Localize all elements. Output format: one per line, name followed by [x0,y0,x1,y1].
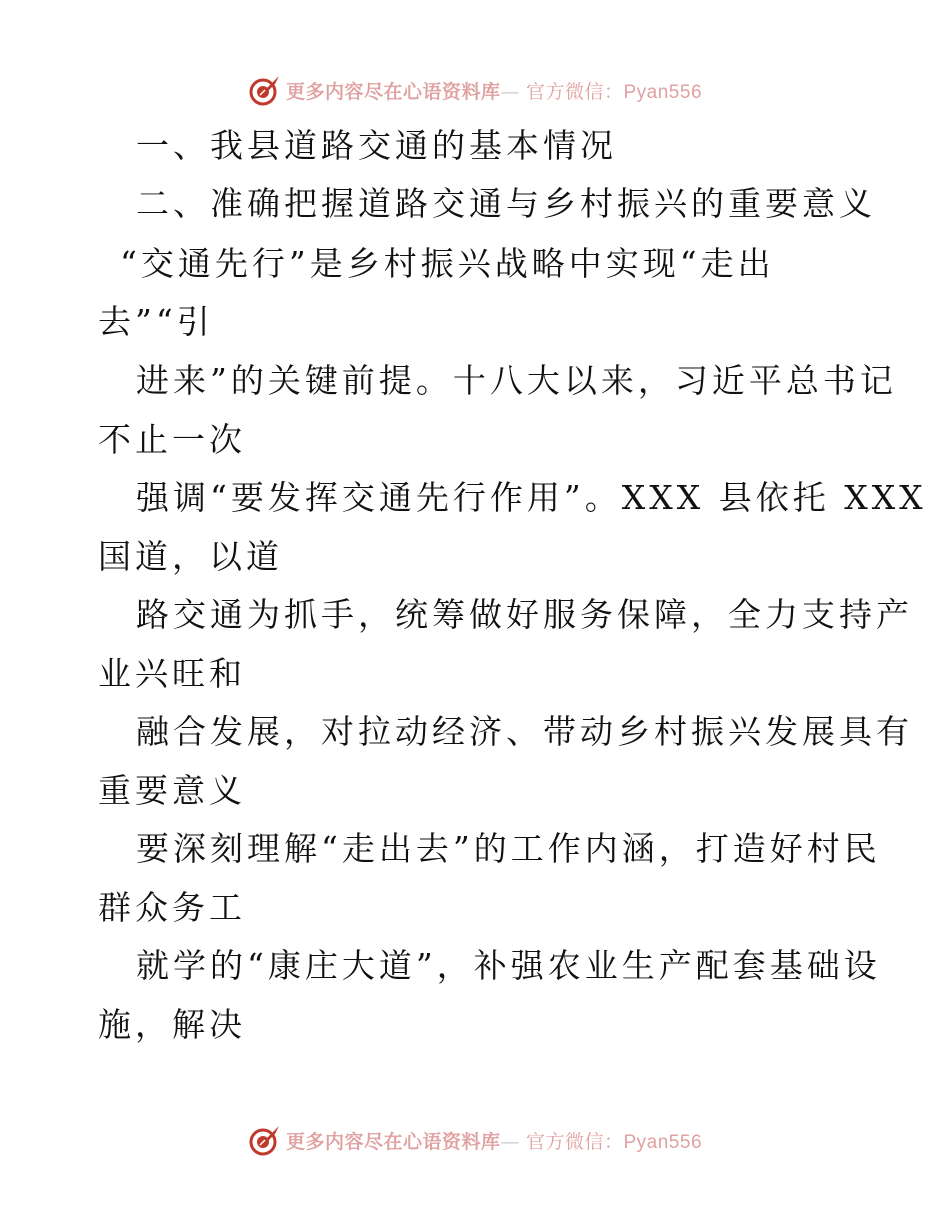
quill-logo-icon [248,73,282,107]
paragraph-line: 重要意义 [98,771,246,810]
heading-line-2: 二、准确把握道路交通与乡村振兴的重要意义 [136,184,876,223]
header-watermark [0,68,950,112]
footer-watermark [0,1118,950,1162]
quill-logo-icon [248,1123,282,1157]
paragraph-line: “交通先行”是乡村振兴战略中实现“走出 [120,244,775,283]
watermark-separator: — [500,1130,520,1153]
watermark-brand: 更多内容尽在心语资料库 [285,1130,501,1153]
paragraph-line: 业兴旺和 [98,654,246,693]
paragraph-line: 就学的“康庄大道”，补强农业生产配套基础设 [136,946,881,985]
paragraph-line: 不止一次 [98,420,246,459]
paragraph-line: 施，解决 [98,1005,246,1044]
paragraph-line: 进来”的关键前提。十八大以来，习近平总书记 [136,361,897,400]
paragraph-line: 强调“要发挥交通先行作用”。XXX 县依托 XXX [136,478,927,517]
watermark-brand: 更多内容尽在心语资料库 [285,80,501,103]
paragraph-line: 去”“引 [98,302,214,341]
paragraph-line: 融合发展，对拉动经济、带动乡村振兴发展具有 [136,712,913,751]
paragraph-line: 路交通为抓手，统筹做好服务保障，全力支持产 [136,595,913,634]
watermark-contact: 官方微信：Pyan556 [526,1131,703,1153]
paragraph-line: 国道，以道 [98,537,283,576]
paragraph-line: 群众务工 [98,888,246,927]
heading-line-1: 一、我县道路交通的基本情况 [136,126,617,165]
watermark-contact: 官方微信：Pyan556 [526,81,703,103]
paragraph-line: 要深刻理解“走出去”的工作内涵，打造好村民 [136,829,881,868]
watermark-separator: — [500,80,520,103]
